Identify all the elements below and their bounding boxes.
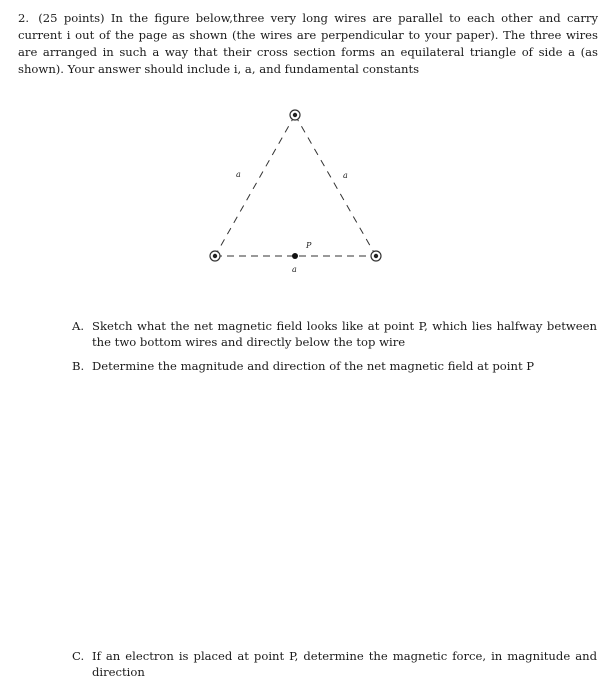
problem-text: (25 points) In the figure below,three very long wires are parallel to each other and carry current i out of the page as shown (the wires are perpendicular to your paper). The three wires are arranged in such a way that their cross section forms an equilateral triangle of side a (as shown). Your answer should include i, a, and fundamental constants (18, 11, 598, 76)
bottom-left-wire-icon (210, 251, 220, 261)
triangle-left-side (215, 115, 295, 256)
part-a-letter: A. (72, 319, 85, 333)
part-a (72, 318, 597, 350)
part-b-letter: B. (72, 359, 85, 373)
part-c (72, 648, 597, 680)
problem-number: 2. (18, 11, 30, 25)
point-label-p: P (306, 241, 312, 250)
part-b-text: Determine the magnitude and direction of the net magnetic field at point P (92, 359, 535, 373)
point-p-dot (292, 253, 298, 259)
side-label-left: a (236, 170, 241, 179)
part-a-text: Sketch what the net magnetic field looks like at point P, which lies halfway between the two bottom wires and directly below the top wire (92, 319, 597, 349)
part-c-letter: C. (72, 649, 85, 663)
wire-triangle-figure (0, 0, 612, 300)
question-parts (72, 318, 597, 382)
part-b (72, 358, 597, 374)
bottom-right-wire-icon (371, 251, 381, 261)
part-c-text: If an electron is placed at point P, determine the magnetic force, in magnitude and direction (92, 649, 597, 679)
side-label-right: a (343, 171, 348, 180)
top-wire-icon (290, 110, 300, 120)
bottom-label: a (292, 265, 297, 274)
triangle-right-side (295, 115, 376, 256)
